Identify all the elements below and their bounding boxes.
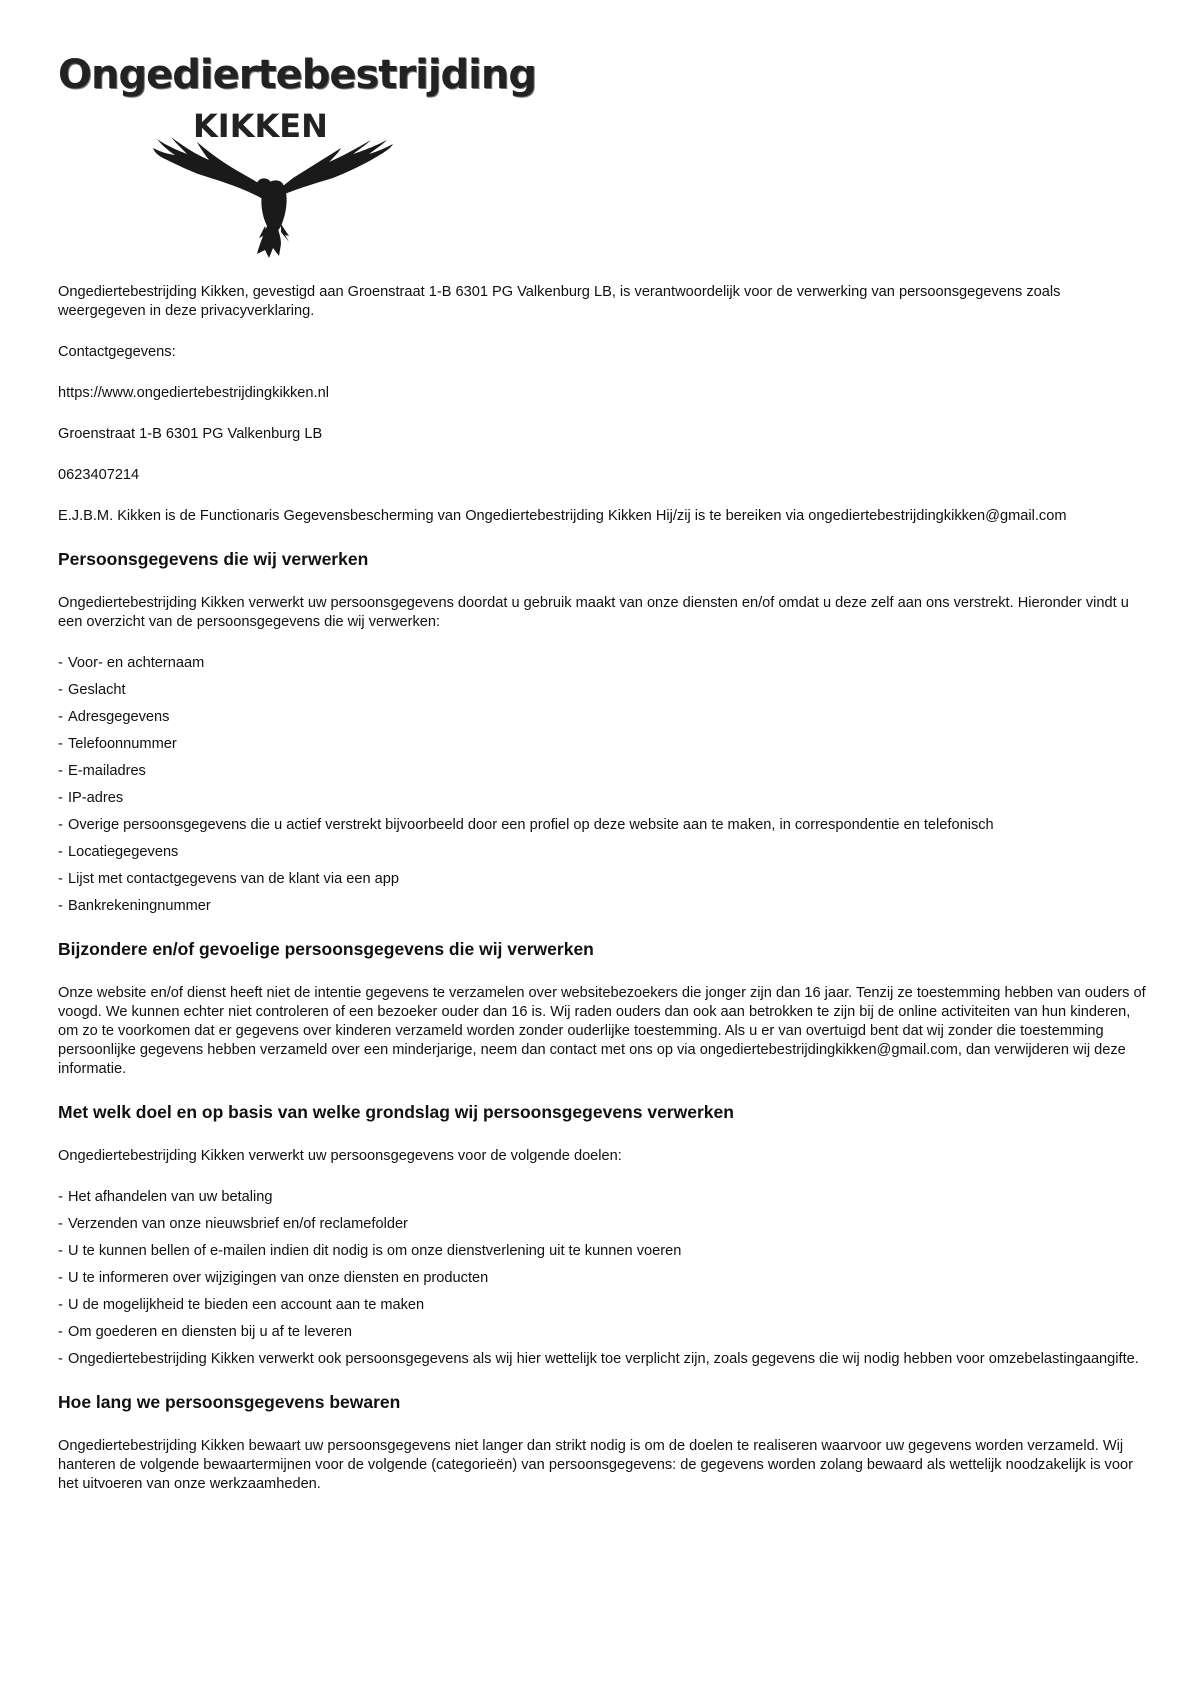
- list-item: - Verzenden van onze nieuwsbrief en/of reclamefolder: [58, 1215, 1148, 1234]
- list-item: - Om goederen en diensten bij u af te leveren: [58, 1323, 1148, 1342]
- intro-statement: Ongediertebestrijding Kikken, gevestigd aan Groenstraat 1-B 6301 PG Valkenburg LB, is verantwoordelijk voor de verwerking van persoonsgegevens zoals weergegeven in deze privacyverklaring.: [58, 284, 1061, 319]
- company-logo: [58, 52, 536, 262]
- contact-heading: Contactgegevens:: [58, 344, 176, 360]
- list-item: - Overige persoonsgegevens die u actief verstrekt bijvoorbeeld door een profiel op deze website aan te maken, in correspondentie en telefonisch: [58, 816, 1148, 835]
- contact-website: https://www.ongediertebestrijdingkikken.nl: [58, 385, 329, 401]
- list-item: - E-mailadres: [58, 762, 1148, 781]
- section-heading-sensitive-data: Bijzondere en/of gevoelige persoonsgegevens die wij verwerken: [58, 939, 594, 959]
- section-intro-personal-data: Ongediertebestrijding Kikken verwerkt uw persoonsgegevens doordat u gebruik maakt van onze diensten en/of omdat u deze zelf aan ons verstrekt. Hieronder vindt u een overzicht van de persoonsgegevens die wij verwerken:: [58, 595, 1129, 630]
- list-item: - IP-adres: [58, 789, 1148, 808]
- eagle-silhouette-icon: [153, 134, 393, 262]
- purposes-list: [58, 1188, 1148, 1369]
- list-item: - Bankrekeningnummer: [58, 897, 1148, 916]
- section-body-retention: Ongediertebestrijding Kikken bewaart uw persoonsgegevens niet langer dan strikt nodig is om de doelen te realiseren waarvoor uw gegevens worden verzameld. Wij hanteren de volgende bewaartermijnen voor de volgende (categorieën) van persoonsgegevens: de gegevens worden zolang bewaard als wettelijk noodzakelijk is voor het uitvoeren van onze werkzaamheden.: [58, 1438, 1133, 1492]
- section-body-sensitive-data: Onze website en/of dienst heeft niet de intentie gegevens te verzamelen over websitebezoekers die jonger zijn dan 16 jaar. Tenzij ze toestemming hebben van ouders of voogd. We kunnen echter niet controleren of een bezoeker ouder dan 16 is. Wij raden ouders dan ook aan betrokken te zijn bij de online activiteiten van hun kinderen, om zo te voorkomen dat er gegevens over kinderen verzameld worden zonder ouderlijke toestemming. Als u er van overtuigd bent dat wij zonder die toestemming persoonlijke gegevens hebben verzameld over een minderjarige, neem dan contact met ons op via ongediertebestrijdingkikken@gmail.com, dan verwijderen wij deze informatie.: [58, 985, 1146, 1077]
- list-item: - U de mogelijkheid te bieden een account aan te maken: [58, 1296, 1148, 1315]
- privacy-statement-body: [58, 283, 1148, 1516]
- section-heading-purposes: Met welk doel en op basis van welke grondslag wij persoonsgegevens verwerken: [58, 1102, 734, 1122]
- section-intro-purposes: Ongediertebestrijding Kikken verwerkt uw persoonsgegevens voor de volgende doelen:: [58, 1148, 622, 1164]
- list-item: - Voor- en achternaam: [58, 654, 1148, 673]
- personal-data-list: [58, 654, 1148, 916]
- list-item: - Telefoonnummer: [58, 735, 1148, 754]
- logo-title: Ongediertebestrijding: [58, 52, 536, 98]
- data-protection-officer: E.J.B.M. Kikken is de Functionaris Gegevensbescherming van Ongediertebestrijding Kikken Hij/zij is te bereiken via ongediertebestrijdingkikken@gmail.com: [58, 508, 1067, 524]
- list-item: - U te kunnen bellen of e-mailen indien dit nodig is om onze dienstverlening uit te kunnen voeren: [58, 1242, 1148, 1261]
- list-item: - Locatiegegevens: [58, 843, 1148, 862]
- section-heading-retention: Hoe lang we persoonsgegevens bewaren: [58, 1392, 401, 1412]
- contact-address: Groenstraat 1-B 6301 PG Valkenburg LB: [58, 426, 323, 442]
- contact-phone: 0623407214: [58, 467, 140, 483]
- list-item: - Het afhandelen van uw betaling: [58, 1188, 1148, 1207]
- section-heading-personal-data: Persoonsgegevens die wij verwerken: [58, 549, 369, 569]
- logo-subtitle: KIKKEN: [193, 107, 328, 145]
- list-item: - Ongediertebestrijding Kikken verwerkt ook persoonsgegevens als wij hier wettelijk toe verplicht zijn, zoals gegevens die wij nodig hebben voor omzebelastingaangifte.: [58, 1350, 1148, 1369]
- list-item: - Lijst met contactgegevens van de klant via een app: [58, 870, 1148, 889]
- list-item: - U te informeren over wijzigingen van onze diensten en producten: [58, 1269, 1148, 1288]
- list-item: - Adresgegevens: [58, 708, 1148, 727]
- list-item: - Geslacht: [58, 681, 1148, 700]
